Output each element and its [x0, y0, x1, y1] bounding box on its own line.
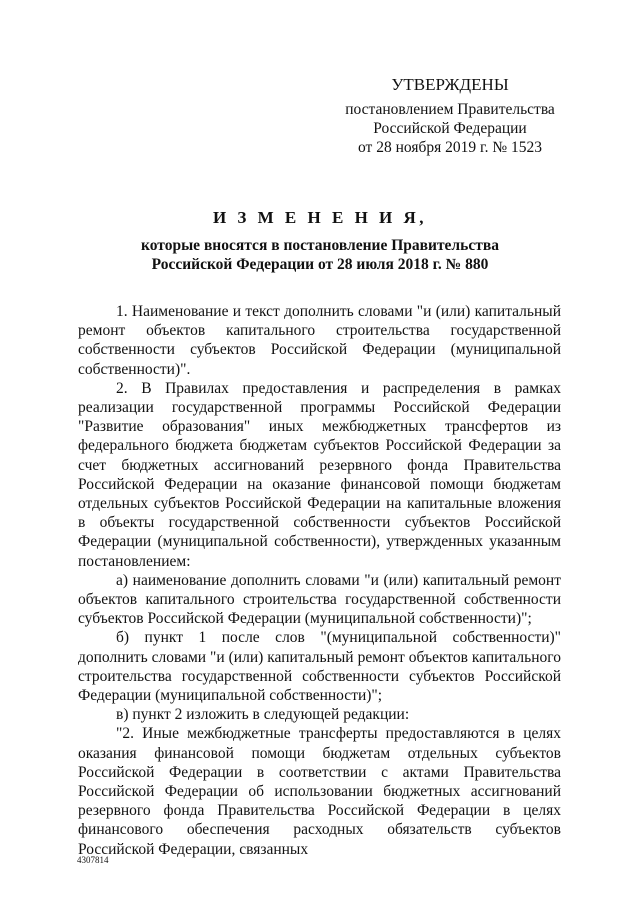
document-subtitle [0, 236, 640, 274]
paragraph-2: 2. В Правилах предоставления и распределения в рамках реализации государственной программы Российской Федерации "Развитие образования" иных межбюджетных трансфертов из федерального бюджета бюджетам субъектов Российской Федерации за счет бюджетных ассигнований резервного фонда Правительства Российской Федерации на оказание финансовой помощи бюджетам отдельных субъектов Российской Федерации на капитальные вложения в объекты государственной собственности субъектов Российской Федерации (муниципальной собственности), утвержденных указанным постановлением: [78, 379, 561, 570]
paragraph-2v: в) пункт 2 изложить в следующей редакции: [116, 706, 410, 724]
approval-heading: УТВЕРЖДЕНЫ [391, 75, 509, 94]
approval-line-3: от 28 ноября 2019 г. № 1523 [358, 139, 542, 156]
approval-stamp [330, 74, 570, 157]
paragraph-2a: а) наименование дополнить словами "и (или) капитальный ремонт объектов капитального строительства государственной собственности субъектов Российской Федерации (муниципальной собственности)"; [78, 571, 561, 628]
document-body [78, 302, 561, 859]
subtitle-line-2: Российской Федерации от 28 июля 2018 г. № 880 [151, 256, 489, 273]
approval-line-2: Российской Федерации [373, 120, 527, 137]
document-title: И З М Е Н Е Н И Я, [212, 208, 428, 227]
approval-line-1: постановлением Правительства [345, 101, 555, 118]
paragraph-quote: "2. Иные межбюджетные трансферты предоставляются в целях оказания финансовой помощи бюджетам отдельных субъектов Российской Федерации в соответствии с актами Правительства Российской Федерации об использовании бюджетных ассигнований резервного фонда Правительства Российской Федерации в целях финансового обеспечения расходных обязательств субъектов Российской Федерации, связанных [78, 725, 561, 858]
paragraph-1: 1. Наименование и текст дополнить словами "и (или) капитальный ремонт объектов капитального строительства государственной собственности субъектов Российской Федерации (муниципальной собственности)". [78, 303, 561, 378]
document-code: 4307814 [77, 855, 109, 865]
paragraph-2b: б) пункт 1 после слов "(муниципальной собственности)" дополнить словами "и (или) капитальный ремонт объектов капитального строительства государственной собственности субъектов Российской Федерации (муниципальной собственности)"; [78, 629, 561, 705]
subtitle-line-1: которые вносятся в постановление Правительства [141, 237, 499, 254]
